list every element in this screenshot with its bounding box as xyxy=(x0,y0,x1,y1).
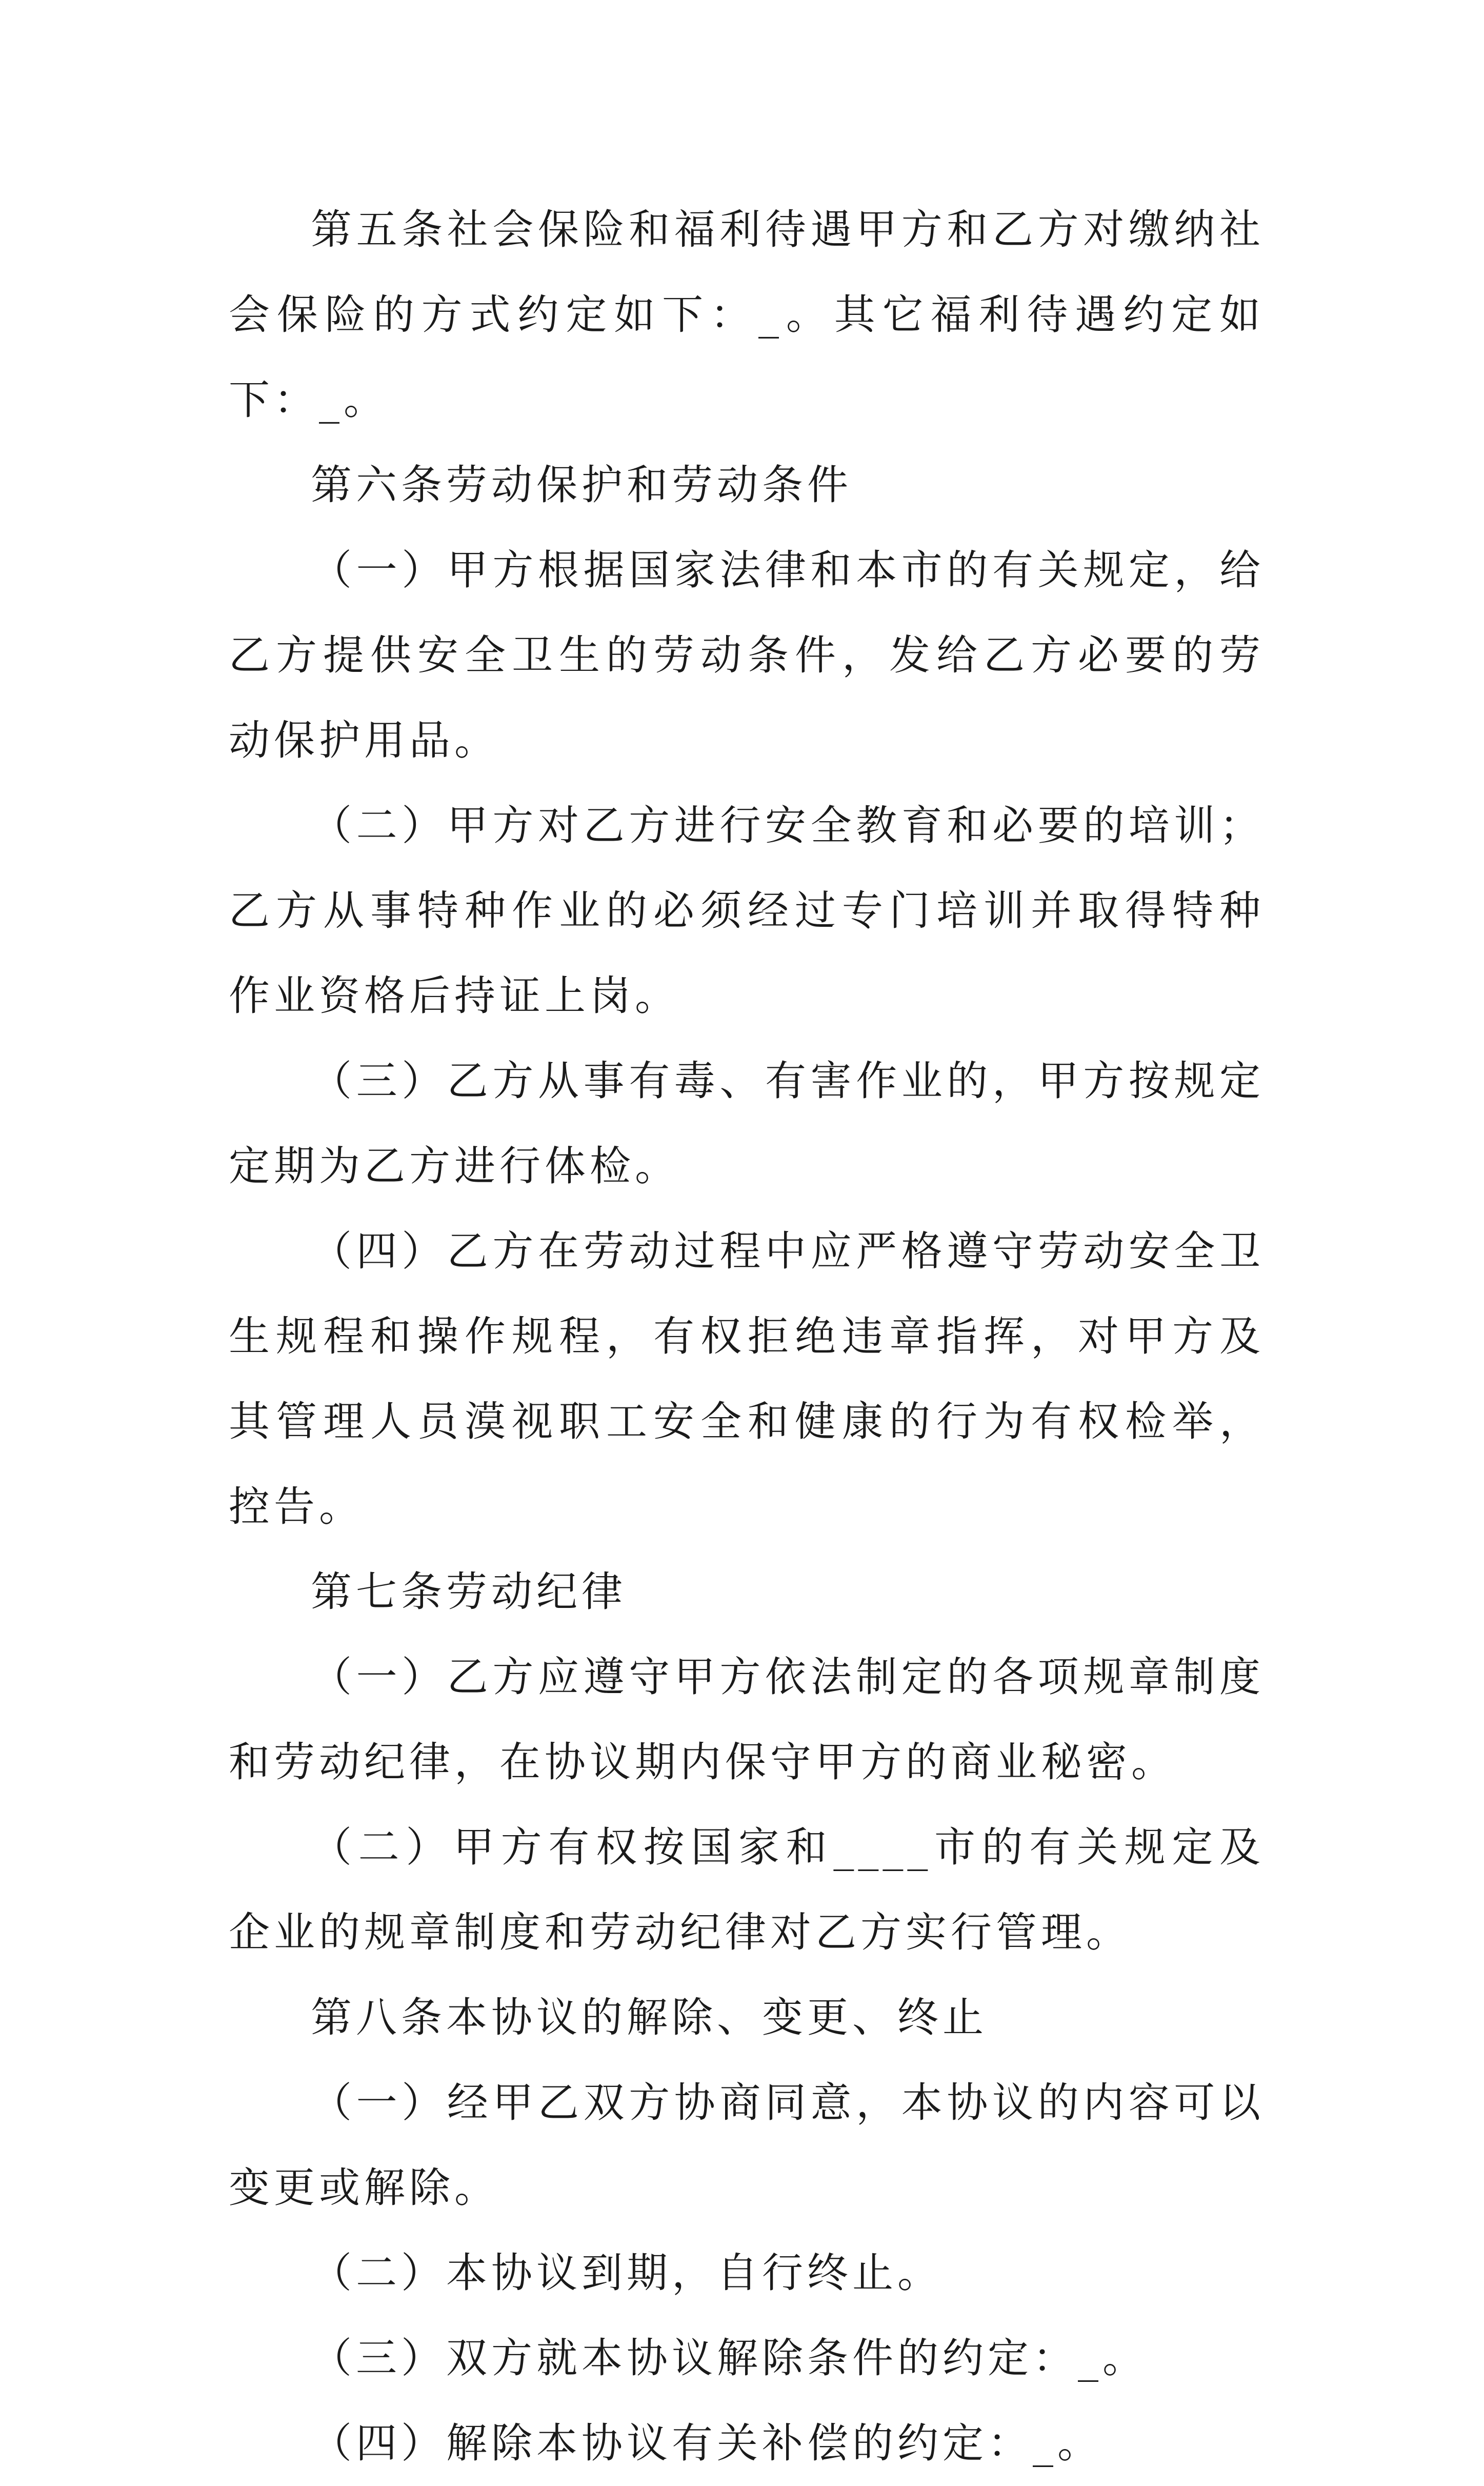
heading-article-6: 第六条劳动保护和劳动条件 xyxy=(311,461,852,509)
paragraph-article-8-item-1: （一）经甲乙双方协商同意，本协议的内容可以变更或解除。 xyxy=(229,2079,1265,2212)
paragraph-article-6-item-1: （一）甲方根据国家法律和本市的有关规定，给乙方提供安全卫生的劳动条件，发给乙方必要的劳动保护用品。 xyxy=(229,546,1265,764)
paragraph-article-6-item-3: （三）乙方从事有毒、有害作业的，甲方按规定定期为乙方进行体检。 xyxy=(229,1057,1265,1190)
paragraph-article-6-item-4: （四）乙方在劳动过程中应严格遵守劳动安全卫生规程和操作规程，有权拒绝违章指挥，对甲方及其管理人员漠视职工安全和健康的行为有权检举，控告。 xyxy=(229,1227,1265,1530)
paragraph-article-8-item-3: （三）双方就本协议解除条件的约定：_。 xyxy=(311,2334,1148,2382)
document-body xyxy=(229,187,1265,2486)
paragraph-article-8-item-2: （二）本协议到期，自行终止。 xyxy=(311,2249,942,2297)
paragraph-article-7-item-1: （一）乙方应遵守甲方依法制定的各项规章制度和劳动纪律，在协议期内保守甲方的商业秘密。 xyxy=(229,1653,1265,1786)
heading-article-7: 第七条劳动纪律 xyxy=(311,1568,627,1616)
paragraph-article-8-item-4: （四）解除本协议有关补偿的约定：_。 xyxy=(311,2419,1102,2467)
heading-article-8: 第八条本协议的解除、变更、终止 xyxy=(311,1994,988,2041)
paragraph-article-5: 第五条社会保险和福利待遇甲方和乙方对缴纳社会保险的方式约定如下：_。其它福利待遇约定如下：_。 xyxy=(229,206,1265,424)
paragraph-article-6-item-2: （二）甲方对乙方进行安全教育和必要的培训；乙方从事特种作业的必须经过专门培训并取得特种作业资格后持证上岗。 xyxy=(229,802,1265,1020)
paragraph-article-7-item-2: （二）甲方有权按国家和____市的有关规定及企业的规章制度和劳动纪律对乙方实行管理。 xyxy=(229,1823,1265,1956)
